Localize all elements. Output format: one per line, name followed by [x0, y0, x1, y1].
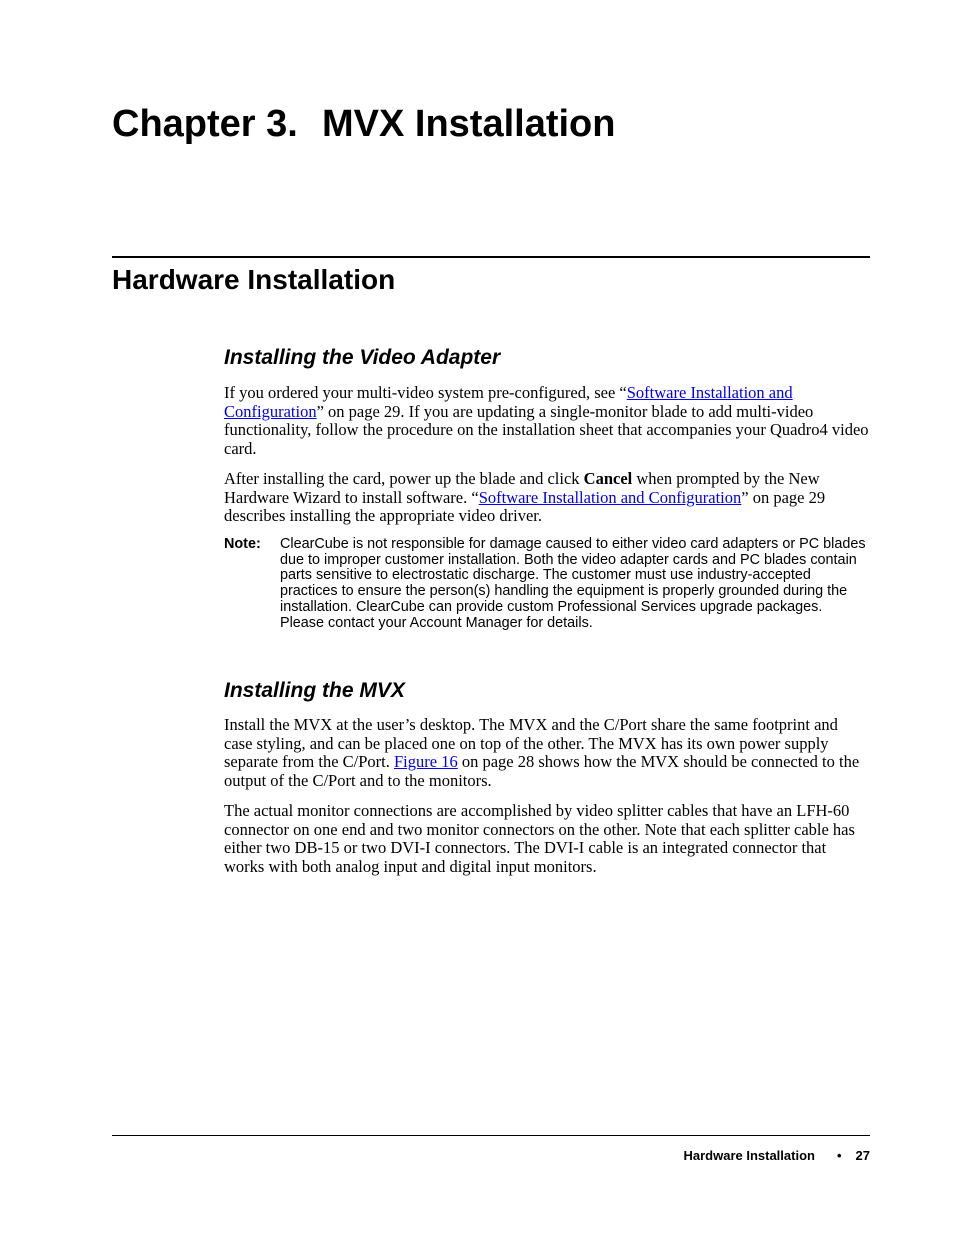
- link-figure-16[interactable]: Figure 16: [394, 752, 458, 772]
- text-run: Install the MVX at the user’s desktop. The MVX and the C/Port share the same footprint and case styling, and can be placed one on top of the other. The MVX has its own power supply separate from the C/Port.: [224, 715, 838, 772]
- text-run: ” on page 29 describes installing the appropriate video driver.: [224, 487, 826, 526]
- footer-bullet: •: [836, 1148, 842, 1163]
- chapter-number: Chapter 3.: [112, 103, 298, 145]
- page-number: 27: [855, 1148, 870, 1163]
- text-run: After installing the card, power up the blade and click: [224, 469, 584, 488]
- subsection-heading-mvx: Installing the MVX: [224, 679, 405, 702]
- text-run: ” on page 29. If you are updating a single-monitor blade to add multi-video functionality, follow the procedure on the installation sheet that accompanies your Quadro4 video card.: [224, 401, 869, 459]
- footer-divider: [112, 1135, 870, 1136]
- text-run: on page 28 shows how the MVX should be connected to the output of the C/Port and to the monitors.: [224, 752, 860, 791]
- link-software-installation-2[interactable]: Software Installation and Configuration: [478, 487, 742, 507]
- paragraph-preconfigured: [224, 384, 870, 459]
- chapter-title: [112, 100, 615, 148]
- note-label: Note:: [224, 536, 261, 552]
- page-footer: [683, 1148, 870, 1164]
- paragraph-monitor-connections: The actual monitor connections are accomplished by video splitter cables that have an LFH-60 connector on one end and two monitor connectors on the other. Note that each splitter cable has either two DB-15 or two DVI-I connectors. The DVI-I cable is an integrated connector that works with both analog input and digital input monitors.: [224, 801, 855, 877]
- chapter-name: MVX Installation: [322, 103, 616, 145]
- text-run: If you ordered your multi-video system pre-configured, see “: [224, 383, 627, 402]
- paragraph-after-installing: [224, 470, 870, 526]
- note-text: ClearCube is not responsible for damage caused to either video card adapters or PC blades due to improper customer installation. Both the video adapter cards and PC blades contain parts sensitive to electrostatic discharge. The customer must use industry-accepted practices to ensure the person(s) handling the equipment is properly grounded during the installation. ClearCube can provide custom Professional Services upgrade packages. Please contact your Account Manager for details.: [280, 536, 866, 631]
- paragraph-install-mvx: [224, 716, 870, 791]
- section-divider: [112, 256, 870, 258]
- footer-section-name: Hardware Installation: [683, 1148, 815, 1163]
- subsection-heading-video-adapter: Installing the Video Adapter: [224, 346, 501, 369]
- link-software-installation[interactable]: Software Installation and Configuration: [224, 383, 793, 421]
- text-run: when prompted by the New Hardware Wizard to install software. “: [224, 469, 820, 507]
- section-title: Hardware Installation: [112, 264, 396, 295]
- cancel-term: Cancel: [583, 469, 633, 488]
